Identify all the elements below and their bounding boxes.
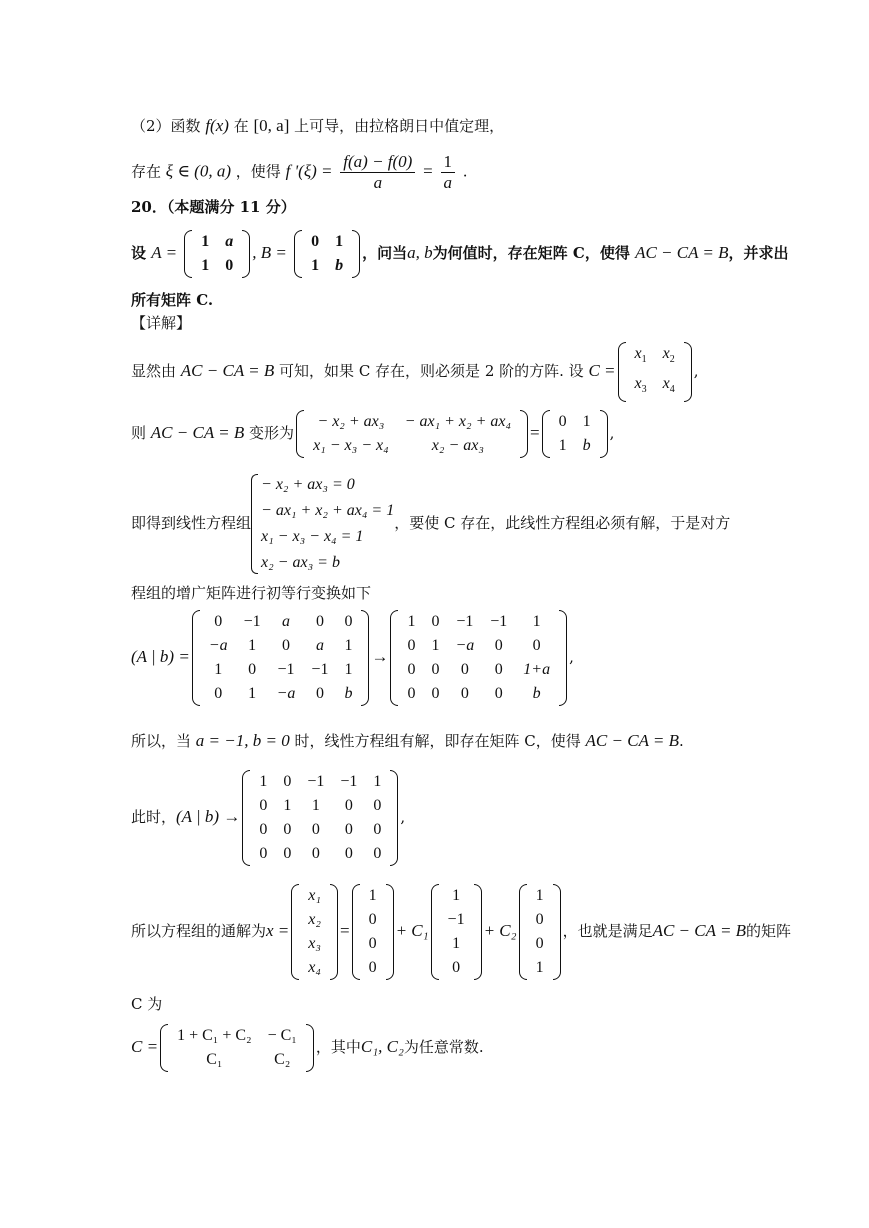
text: 在: [233, 117, 249, 135]
matrix-cell: 1: [248, 637, 257, 654]
question-title: 20．（本题满分 11 分）: [131, 198, 296, 216]
matrix-cell: −1: [447, 911, 465, 928]
matrix-cell: x₃: [308, 935, 321, 952]
matrix-cell: 0: [315, 613, 324, 630]
matrix-cell: 1: [407, 613, 416, 630]
matrix-cell: 1: [344, 637, 353, 654]
vector-x: [291, 884, 338, 980]
period: .: [462, 162, 468, 181]
vector-1: [431, 884, 482, 980]
matrix-cell: 1: [532, 613, 541, 630]
solution-line-1: 显然由 AC − CA = B 可知，如果 C 存在，则必须是 2 阶的方阵. 设 C = $x_1$ $x_2$ $x_3$ $x_4$ ,: [131, 342, 699, 402]
matrix-cell: 0: [248, 661, 257, 678]
matrix-cell: −1: [277, 661, 295, 678]
matrix-cell: 0: [259, 821, 268, 838]
equation-system: − x₂ + ax₃ = 0 − ax₁ + x₂ + ax₄ = 1 x₁ − x₃ − x₄ = 1 x₂ − ax₃ = b: [251, 472, 394, 576]
solution-line-3: 即得到线性方程组 − x₂ + ax₃ = 0 − ax₁ + x₂ + ax₄ = 1 x₁ − x₃ − x₄ = 1 x₂ − ax₃ = b ，要使 C 存在，此线性方程组必须有解，于是对方: [131, 472, 730, 576]
matrix-cell: 0: [373, 797, 382, 814]
matrix-cell: 1: [311, 797, 320, 814]
solution-line-9: C 为: [131, 995, 163, 1013]
math-derivative: f '(ξ) =: [285, 161, 333, 181]
math-fx: f(x): [205, 116, 229, 135]
math-xi: ξ ∈ (0, a): [165, 161, 231, 181]
matrix-A: 1 a 1 0: [184, 230, 250, 278]
matrix-cell: 0: [344, 821, 353, 838]
solution-line-7: 此时，(A | b) → 1 0 −1 −1 1 0 1 1 0 0 0 0 0 0 0 0 0 0 0 0 ,: [131, 770, 405, 866]
matrix-cell: 1: [248, 685, 257, 702]
matrix-cell: 0: [494, 685, 503, 702]
matrix-cell: −1: [490, 613, 508, 630]
matrix-cell: 0: [311, 845, 320, 862]
matrix-B: 0 1 1 b: [294, 230, 360, 278]
matrix-cell: x₂: [308, 911, 321, 928]
matrix-cell: 1: [452, 935, 461, 952]
matrix-cell: 1: [283, 797, 292, 814]
matrix-cell: 0: [315, 685, 324, 702]
matrix-cell: 0: [431, 613, 440, 630]
matrix-cell: 0: [494, 661, 503, 678]
solution-line-2: 则 AC − CA = B 变形为 − x₂ + ax₃ − ax₁ + x₂ + ax₄ x₁ − x₃ − x₄ x₂ − ax₃ = 0 1 1 b ,: [131, 410, 614, 458]
matrix-cell: 0: [214, 685, 223, 702]
matrix-cell: 0: [407, 637, 416, 654]
matrix-cell: 0: [344, 613, 353, 630]
matrix-cell: −1: [456, 613, 474, 630]
matrix-cell: 0: [460, 661, 469, 678]
solution-line-6: 所以，当 a = −1, b = 0 时，线性方程组有解，即存在矩阵 C，使得 AC − CA = B.: [131, 731, 684, 750]
matrix-cell: −1: [311, 661, 329, 678]
matrix-cell: −1: [340, 773, 358, 790]
matrix-cell: b: [532, 685, 541, 702]
matrix-cell: 1: [214, 661, 223, 678]
matrix-cell: 0: [344, 845, 353, 862]
matrix-cell: 0: [431, 685, 440, 702]
matrix-cell: 1: [259, 773, 268, 790]
augmented-matrix: [192, 610, 370, 706]
matrix-cell: 0: [431, 661, 440, 678]
solution-line-8: 所以方程组的通解为x = x₁ x₂ x₃ x₄ = 1 0 0 0 + C₁ 1 −1 1 0 + C₂ 1 0 0 1 ，也就是满足AC − CA = B的矩阵: [131, 884, 791, 980]
matrix-cell: 0: [283, 821, 292, 838]
text-line-2: [131, 152, 468, 193]
final-matrix: [242, 770, 398, 866]
matrix-cell: 0: [373, 821, 382, 838]
matrix-cell: b: [344, 685, 353, 702]
text-line-1: [131, 116, 504, 136]
detail-heading: 【详解】: [131, 314, 192, 332]
vector-2: [519, 884, 561, 980]
matrix-cell: 0: [214, 613, 223, 630]
text: 上可导，由拉格朗日中值定理，: [294, 117, 505, 135]
matrix-cell: 0: [282, 637, 291, 654]
matrix-cell: 1: [368, 887, 377, 904]
matrix-cell: x₁: [308, 887, 321, 904]
matrix-cell: 1: [452, 887, 461, 904]
text: 存在: [131, 162, 162, 181]
matrix-cell: 1+a: [523, 661, 551, 678]
matrix-C-final: 1 + C₁ + C₂ − C₁ C₁ C₂: [160, 1024, 314, 1072]
matrix-cell: a: [315, 637, 324, 654]
vector-0: [352, 884, 394, 980]
matrix-cell: 0: [535, 935, 544, 952]
matrix-cell: x₄: [308, 959, 321, 976]
matrix-cell: 0: [368, 959, 377, 976]
text: ，使得: [235, 162, 281, 181]
matrix-cell: 0: [344, 797, 353, 814]
matrix-cell: 1: [535, 887, 544, 904]
matrix-cell: a: [282, 613, 291, 630]
solution-line-5: (A | b) = 0 −1 a 0 0 −a 1 0 a 1 1 0 −1 −1 1 0 1 −a 0 b → 1 0 −1 −1 1 0 1 −a 0 0 0 0 0 0 1+a 0 0 0 0 b ,: [131, 610, 574, 706]
text: （2）函数: [131, 117, 201, 135]
matrix-cell: 0: [283, 773, 292, 790]
matrix-cell: 1: [431, 637, 440, 654]
matrix-cell: 0: [535, 911, 544, 928]
matrix-rhs: 0 1 1 b: [542, 410, 608, 458]
matrix-cell: 0: [283, 845, 292, 862]
solution-line-10: C = 1 + C₁ + C₂ − C₁ C₁ C₂ ，其中C₁, C₂为任意常数.: [131, 1024, 484, 1072]
matrix-cell: 0: [311, 821, 320, 838]
matrix-cell: 0: [373, 845, 382, 862]
matrix-C: $x_1$ $x_2$ $x_3$ $x_4$: [618, 342, 692, 402]
matrix-cell: −a: [455, 637, 475, 654]
math-interval: [0, a]: [253, 116, 290, 135]
fraction: $\frac{1}{a}$: [441, 152, 456, 193]
reduced-matrix: [390, 610, 567, 706]
matrix-cell: 0: [452, 959, 461, 976]
matrix-cell: 0: [368, 911, 377, 928]
question-line-1: 设 A = 1 a 1 0 , B = 0 1 1 b ，问当a, b为何值时，存在矩阵 C，使得 AC − CA = B，并求出: [131, 230, 789, 278]
equals: =: [423, 161, 433, 181]
matrix-cell: 0: [407, 685, 416, 702]
fraction: $\frac{f(a) - f(0)}{a}$: [340, 152, 415, 193]
matrix-cell: 1: [535, 959, 544, 976]
solution-line-4: 程组的增广矩阵进行初等行变换如下: [131, 584, 372, 602]
matrix-cell: −a: [208, 637, 228, 654]
matrix-cell: −1: [243, 613, 261, 630]
matrix-cell: 0: [494, 637, 503, 654]
matrix-cell: 1: [373, 773, 382, 790]
question-line-2: 所有矩阵 C.: [131, 291, 214, 309]
matrix-cell: 0: [532, 637, 541, 654]
matrix-cell: 0: [460, 685, 469, 702]
matrix-cell: 0: [259, 797, 268, 814]
matrix-cell: 1: [344, 661, 353, 678]
matrix-cell: −a: [276, 685, 296, 702]
matrix-lhs: − x₂ + ax₃ − ax₁ + x₂ + ax₄ x₁ − x₃ − x₄ x₂ − ax₃: [296, 410, 528, 458]
matrix-cell: 0: [368, 935, 377, 952]
matrix-cell: 0: [407, 661, 416, 678]
matrix-cell: 0: [259, 845, 268, 862]
matrix-cell: −1: [307, 773, 325, 790]
